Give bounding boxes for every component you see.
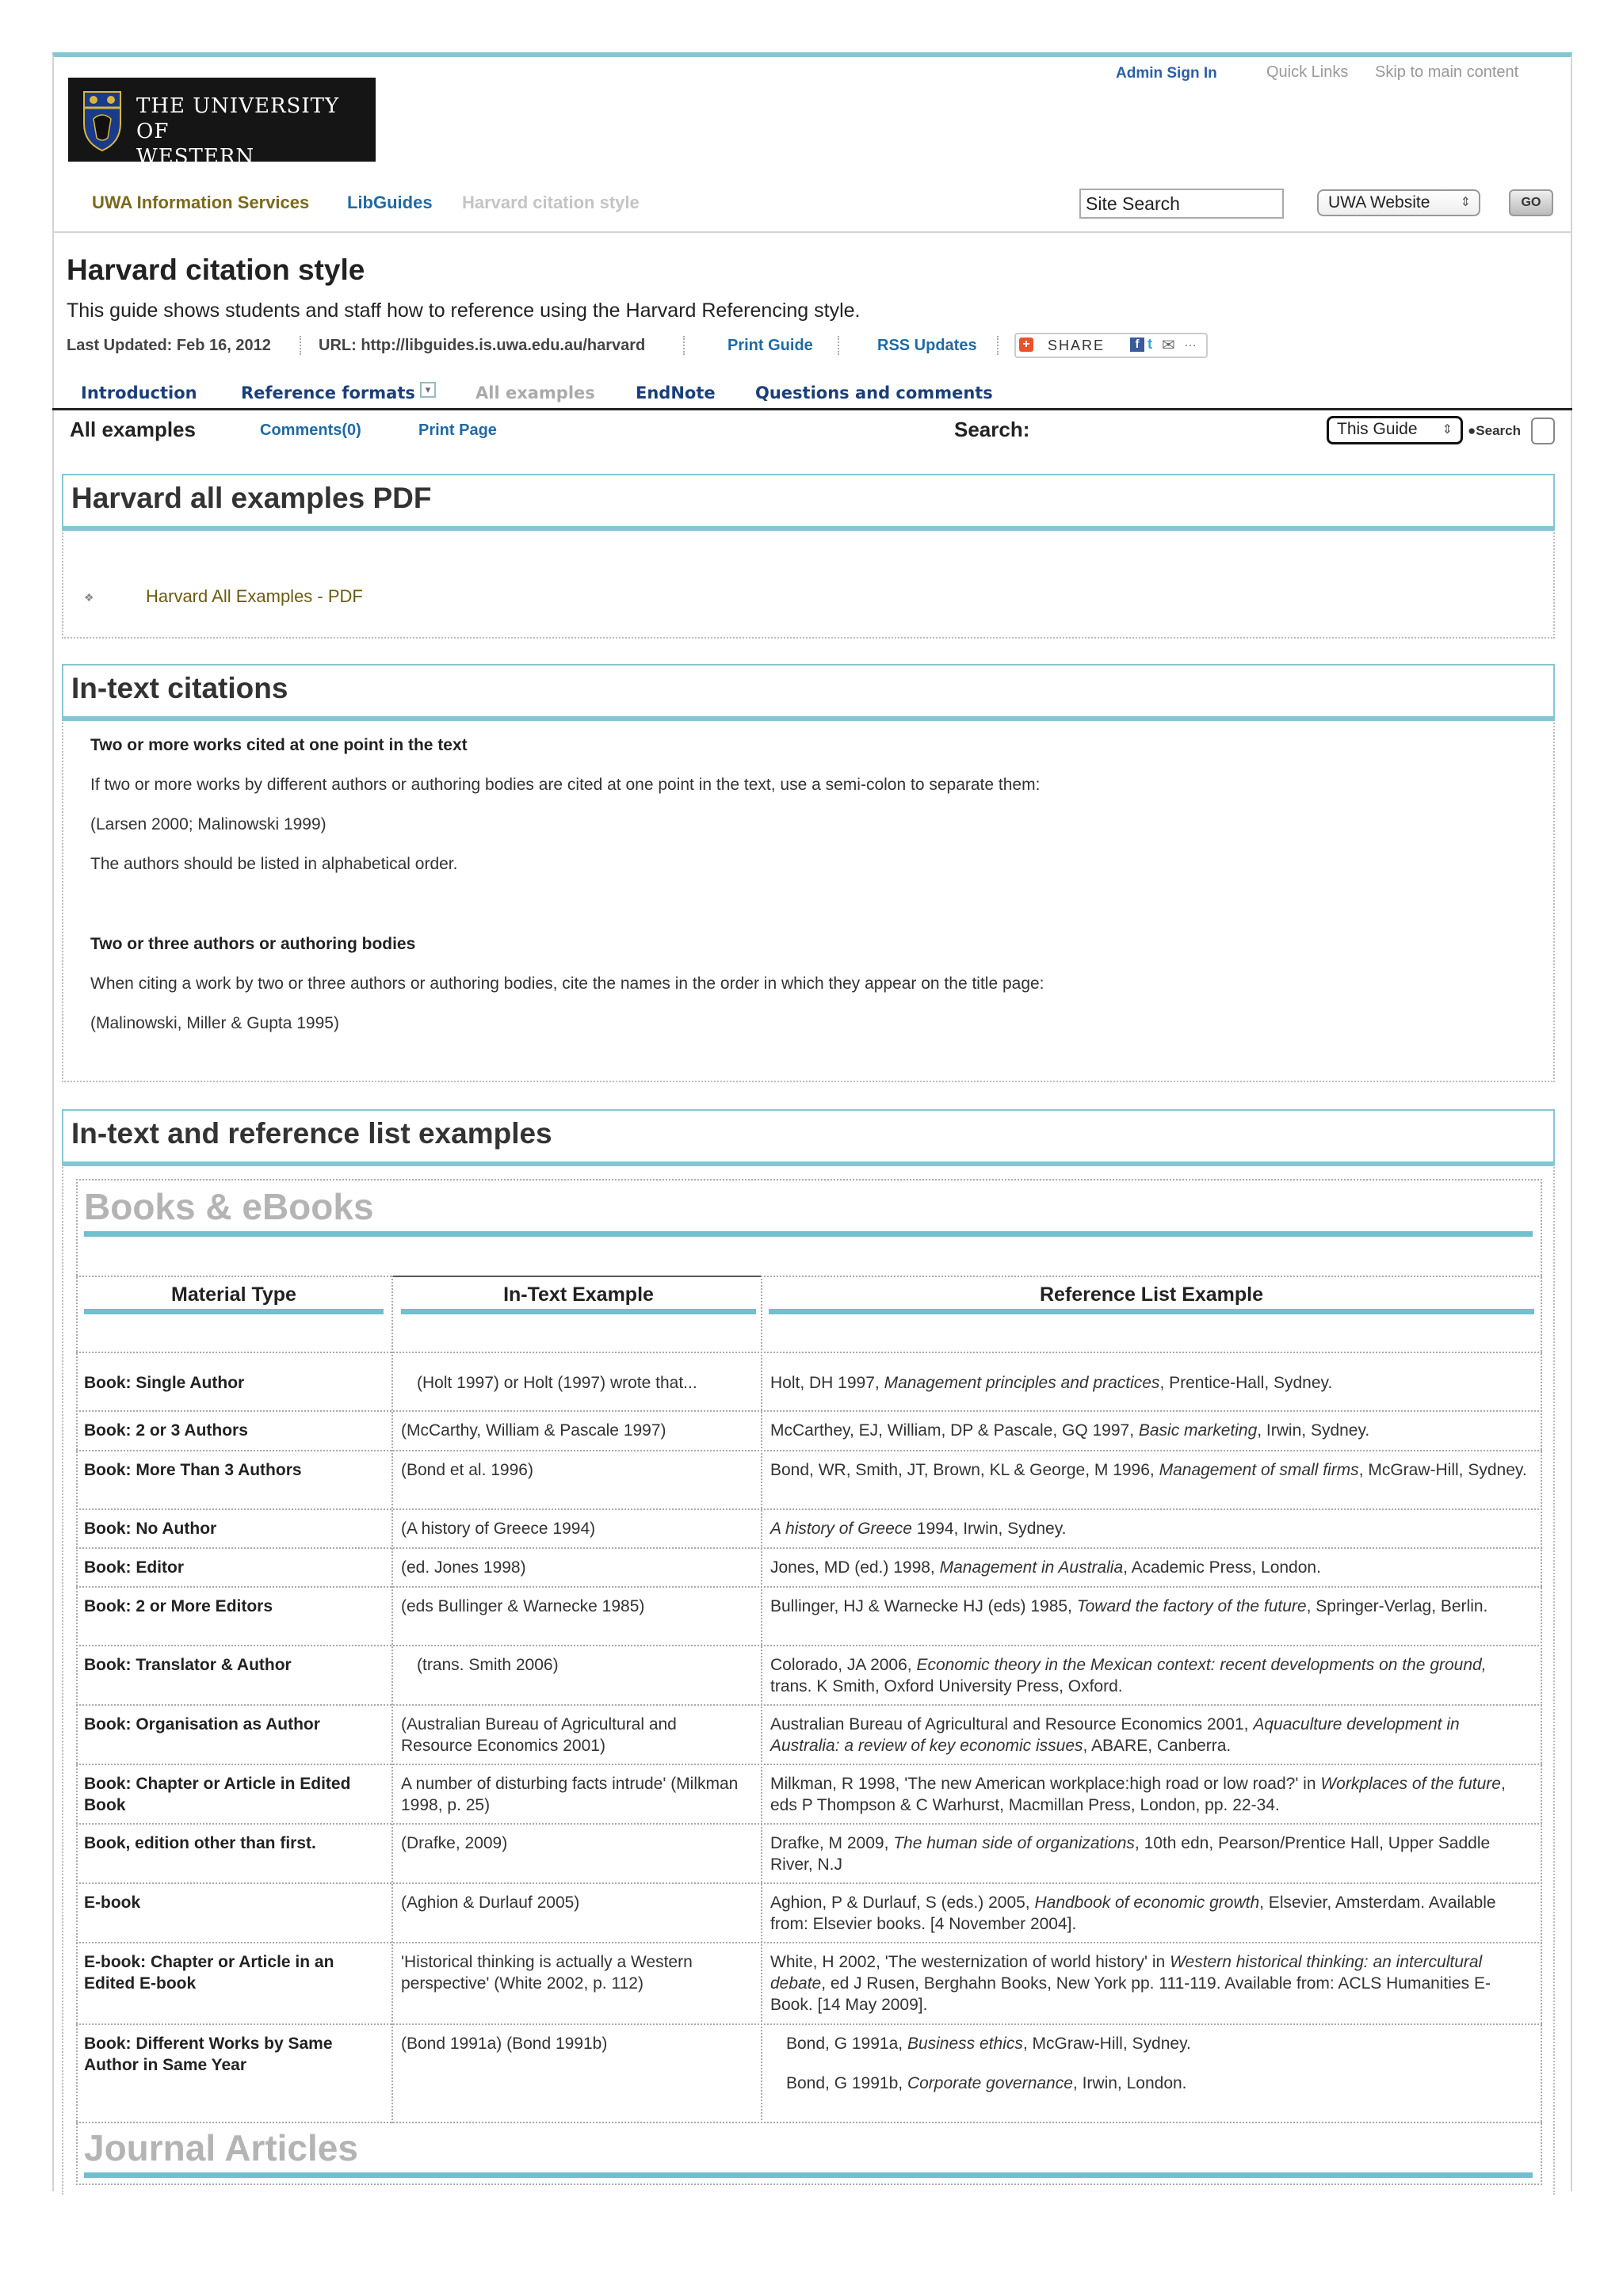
material-type: Book: 2 or 3 Authors (84, 1421, 248, 1440)
in-text-example: (Drafke, 2009) (401, 1834, 508, 1852)
header-divider (52, 231, 1572, 233)
reference-list-example: Aghion, P & Durlauf, S (eds.) 2005, Handbook of economic growth, Elsevier, Amsterdam. Available from: Elsevier books. [4 November 2004]. (770, 1894, 1496, 1933)
material-type: Book: Organisation as Author (84, 1715, 320, 1733)
table-row-divider (76, 1450, 1542, 1451)
more-icon: … (1184, 336, 1197, 349)
material-type: Book: Different Works by Same Author in Same Year (84, 2035, 333, 2074)
in-text-example: (Holt 1997) or Holt (1997) wrote that... (417, 1374, 697, 1392)
chevron-down-icon[interactable]: ▾ (420, 382, 436, 398)
material-type: Book: Chapter or Article in Edited Book (84, 1775, 351, 1814)
reference-list-example: Australian Bureau of Agricultural and Resource Economics 2001, Aquaculture development in Australia: a review of key economic issues, ABARE, Canberra. (770, 1715, 1460, 1755)
tab-underline (52, 408, 1572, 410)
guide-search-label: Search: (954, 418, 1030, 441)
in-text-example: (eds Bullinger & Warnecke 1985) (401, 1597, 645, 1615)
heading-two-or-three-authors: Two or three authors or authoring bodies (90, 935, 416, 953)
crest-icon (81, 87, 124, 152)
meta-separator (997, 336, 999, 355)
paragraph: If two or more works by different authors or authoring bodies are cited at one point in the text, use a semi-colon to separate them: (90, 776, 1041, 794)
print-guide-link[interactable]: Print Guide (727, 337, 813, 354)
books-section-underline (84, 1231, 1533, 1237)
guide-search-scope-select[interactable]: This Guide ⇕ (1327, 416, 1463, 444)
material-type: Book: 2 or More Editors (84, 1597, 273, 1615)
harvard-all-examples-pdf-link[interactable]: Harvard All Examples - PDF (146, 586, 363, 606)
in-text-example: (Bond et al. 1996) (401, 1461, 533, 1479)
in-text-example: (trans. Smith 2006) (417, 1656, 559, 1674)
in-text-example: (Australian Bureau of Agricultural and Resource Economics 2001) (401, 1715, 677, 1755)
plus-icon: + (1019, 338, 1033, 352)
table-row-divider (76, 1508, 1542, 1510)
guide-url: URL: http://libguides.is.uwa.edu.au/harvard (319, 337, 646, 354)
material-type: Book, edition other than first. (84, 1834, 316, 1852)
books-section-title: Books & eBooks (84, 1186, 374, 1227)
reference-list-example: White, H 2002, 'The westernization of world history' in Western historical thinking: an intercultural debate, ed J Rusen, Berghahn Books, New York pp. 111-119. Available from: ACLS Humanities E-Book. [14 May 2009]. (770, 1953, 1491, 2014)
material-type: Book: Single Author (84, 1374, 245, 1392)
table-row-divider (76, 1547, 1542, 1549)
breadcrumb-current: Harvard citation style (462, 193, 640, 212)
bullet-icon: ❖ (84, 591, 94, 604)
skip-to-content-link[interactable]: Skip to main content (1375, 63, 1519, 81)
table-divider (76, 2122, 1542, 2123)
material-type: Book: More Than 3 Authors (84, 1461, 302, 1479)
table-row-divider (76, 1586, 1542, 1588)
in-text-example: (ed. Jones 1998) (401, 1558, 526, 1577)
journal-section-underline (84, 2172, 1533, 2178)
quick-links-link[interactable]: Quick Links (1266, 63, 1349, 81)
pdf-box-title: Harvard all examples PDF (71, 482, 432, 514)
comments-link[interactable]: Comments(0) (260, 421, 361, 439)
table-row-divider (76, 1823, 1542, 1825)
reference-list-example: Holt, DH 1997, Management principles and practices, Prentice-Hall, Sydney. (770, 1374, 1333, 1392)
twitter-icon: t (1148, 336, 1152, 352)
in-text-example: (A history of Greece 1994) (401, 1520, 596, 1538)
col-header-top-border (393, 1276, 761, 1277)
in-text-example: (Bond 1991a) (Bond 1991b) (401, 2035, 608, 2053)
table-row-divider (76, 1410, 1542, 1412)
table-row-divider (76, 1645, 1542, 1646)
pdf-box (62, 529, 1555, 639)
go-button[interactable]: GO (1509, 189, 1553, 216)
reference-list-example: A history of Greece 1994, Irwin, Sydney. (770, 1520, 1067, 1538)
col-header-underline (401, 1309, 756, 1314)
col-header-underline (84, 1309, 384, 1314)
share-label: SHARE (1048, 338, 1106, 353)
table-row-divider (76, 1942, 1542, 1943)
breadcrumb-libguides[interactable]: LibGuides (347, 193, 433, 212)
table-row-divider (76, 2023, 1542, 2025)
last-updated: Last Updated: Feb 16, 2012 (67, 337, 271, 354)
examples-box-title: In-text and reference list examples (71, 1117, 552, 1150)
examples-box-header (62, 1109, 1555, 1166)
col-header-reference-list: Reference List Example (1039, 1283, 1264, 1306)
reference-list-example: Bullinger, HJ & Warnecke HJ (eds) 1985, Toward the factory of the future, Springer-Verlag, Berlin. (770, 1597, 1488, 1615)
col-header-material-type: Material Type (171, 1283, 296, 1306)
page-title: All examples (70, 418, 196, 441)
example-citation: (Larsen 2000; Malinowski 1999) (90, 815, 327, 833)
col-divider (391, 1276, 393, 2123)
meta-separator (683, 336, 685, 355)
select-arrows-icon: ⇕ (1442, 423, 1453, 437)
in-text-example: 'Historical thinking is actually a Western perspective' (White 2002, p. 112) (401, 1953, 693, 1993)
reference-list-example: McCarthey, EJ, William, DP & Pascale, GQ 1997, Basic marketing, Irwin, Sydney. (770, 1421, 1370, 1440)
in-text-example: A number of disturbing facts intrude' (Milkman 1998, p. 25) (401, 1775, 739, 1814)
col-header-underline (769, 1309, 1534, 1314)
tab-endnote[interactable]: EndNote (636, 383, 716, 402)
paragraph: When citing a work by two or three authors or authoring bodies, cite the names in the order in which they appear on the title page: (90, 974, 1044, 993)
reference-list-example: Milkman, R 1998, 'The new American workplace:high road or low road?' in Workplaces of the future, eds P Thompson & C Warhurst, Macmillan Press, London, pp. 22-34. (770, 1775, 1506, 1814)
heading-two-or-more-works: Two or more works cited at one point in the text (90, 736, 468, 754)
select-arrows-icon: ⇕ (1460, 196, 1471, 209)
table-row-divider (76, 1704, 1542, 1706)
email-icon: ✉ (1162, 337, 1175, 354)
logo-wordmark: THE UNIVERSITY OF WESTERN AUSTRALIA (136, 94, 340, 194)
in-text-example: (Aghion & Durlauf 2005) (401, 1894, 580, 1912)
table-row-divider (76, 1882, 1542, 1884)
tab-reference-formats[interactable]: Reference formats (241, 383, 415, 402)
in-text-citations-header (62, 664, 1555, 721)
in-text-example: (McCarthy, William & Pascale 1997) (401, 1421, 666, 1440)
tab-questions-and-comments[interactable]: Questions and comments (755, 383, 993, 402)
tab-all-examples[interactable]: All examples (475, 383, 595, 402)
admin-sign-in-link[interactable]: Admin Sign In (1116, 65, 1217, 82)
meta-separator (300, 336, 301, 355)
table-row-divider (76, 1352, 1542, 1353)
paragraph: The authors should be listed in alphabetical order. (90, 855, 458, 873)
example-citation: (Malinowski, Miller & Gupta 1995) (90, 1014, 339, 1032)
material-type: E-book (84, 1894, 141, 1912)
in-text-citations-title: In-text citations (71, 672, 288, 704)
table-divider (76, 1276, 1542, 1277)
reference-list-example: Drafke, M 2009, The human side of organizations, 10th edn, Pearson/Prentice Hall, Upper Saddle River, N.J (770, 1834, 1491, 1874)
reference-list-example: Bond, WR, Smith, JT, Brown, KL & George, M 1996, Management of small firms, McGraw-Hill, Sydney. (770, 1461, 1527, 1479)
material-type: E-book: Chapter or Article in an Edited E-book (84, 1953, 334, 1993)
reference-list-example: Bond, G 1991b, Corporate governance, Irwin, London. (786, 2074, 1187, 2092)
table-row-divider (76, 1764, 1542, 1765)
guide-search-button[interactable]: ●Search (1468, 423, 1521, 438)
reference-list-example: Jones, MD (ed.) 1998, Management in Australia, Academic Press, London. (770, 1558, 1321, 1577)
guide-description: This guide shows students and staff how to reference using the Harvard Referencing style. (67, 299, 861, 322)
journal-section-title: Journal Articles (84, 2127, 358, 2168)
meta-separator (838, 336, 839, 355)
reference-list-example: Colorado, JA 2006, Economic theory in the Mexican context: recent developments on the ground, trans. K Smith, Oxford University Press, Oxford. (770, 1656, 1487, 1695)
share-button[interactable] (1014, 333, 1208, 358)
tab-introduction[interactable]: Introduction (81, 383, 197, 402)
col-divider (761, 1276, 762, 2123)
print-page-link[interactable]: Print Page (418, 421, 497, 439)
site-search-input[interactable]: Site Search (1079, 189, 1284, 219)
facebook-icon: f (1130, 338, 1144, 352)
reference-list-example: Bond, G 1991a, Business ethics, McGraw-Hill, Sydney. (786, 2035, 1191, 2053)
col-header-in-text: In-Text Example (503, 1283, 654, 1306)
material-type: Book: No Author (84, 1520, 217, 1538)
guide-title: Harvard citation style (67, 254, 365, 286)
search-scope-select[interactable]: UWA Website ⇕ (1317, 189, 1480, 216)
guide-search-input[interactable] (1531, 418, 1555, 444)
pdf-box-header (62, 474, 1555, 531)
material-type: Book: Translator & Author (84, 1656, 292, 1674)
breadcrumb-uwa-information-services[interactable]: UWA Information Services (92, 193, 310, 212)
rss-updates-link[interactable]: RSS Updates (877, 337, 977, 354)
material-type: Book: Editor (84, 1558, 184, 1577)
uwa-logo[interactable] (68, 78, 376, 194)
